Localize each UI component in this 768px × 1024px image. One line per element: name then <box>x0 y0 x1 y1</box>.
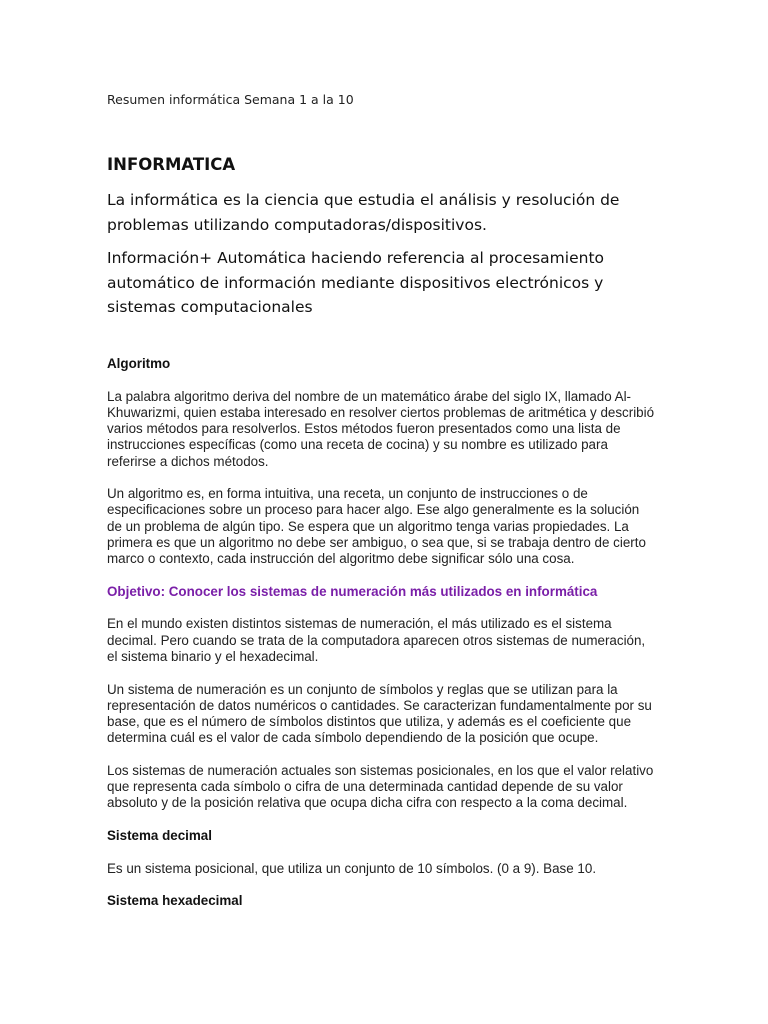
decimal-heading: Sistema decimal <box>107 827 212 843</box>
algoritmo-paragraph-2: Un algoritmo es, en forma intuitiva, una receta, un conjunto de instrucciones o de especificaciones sobre un proceso para hacer algo. Ese algo generalmente es la solución de un problema de algún tipo. Se espera que un algoritmo tenga varias propiedades. La primera es que un algoritmo no debe ser ambiguo, o sea que, si se trabaja dentro de cierto marco o contexto, cada instrucción del algoritmo debe significar sólo una cosa. <box>107 486 646 567</box>
numeracion-paragraph-3: Los sistemas de numeración actuales son sistemas posicionales, en los que el valor relativo que representa cada símbolo o cifra de una determinada cantidad depende de su valor absoluto y de la posición relativa que ocupa dicha cifra con respecto a la coma decimal. <box>107 762 654 811</box>
intro-paragraph-2: Información+ Automática haciendo referencia al procesamiento automático de información mediante dispositivos electrónicos y sistemas computacionales <box>107 249 605 316</box>
document-header: Resumen informática Semana 1 a la 10 <box>107 92 354 107</box>
numeracion-paragraph-1: En el mundo existen distintos sistemas de numeración, el más utilizado es el sistema decimal. Pero cuando se trata de la computadora aparecen otros sistemas de numeración, el sistema binario y el hexadecimal. <box>107 616 646 664</box>
document-body <box>107 356 655 926</box>
intro-paragraph-1: La informática es la ciencia que estudia el análisis y resolución de problemas utilizando computadoras/dispositivos. <box>107 191 620 234</box>
decimal-paragraph: Es un sistema posicional, que utiliza un conjunto de 10 símbolos. (0 a 9). Base 10. <box>107 860 597 876</box>
main-title: INFORMATICA <box>107 155 236 174</box>
numeracion-paragraph-2: Un sistema de numeración es un conjunto de símbolos y reglas que se utilizan para la representación de datos numéricos o cantidades. Se caracterizan fundamentalmente por su base, que es el número de símbolos distintos que utiliza, y además es el coeficiente que determina cuál es el valor de cada símbolo dependiendo de la posición que ocupe. <box>107 681 652 746</box>
objective-line: Objetivo: Conocer los sistemas de numeración más utilizados en informática <box>107 583 598 599</box>
algoritmo-heading: Algoritmo <box>107 356 171 371</box>
hexadecimal-heading: Sistema hexadecimal <box>107 893 243 909</box>
algoritmo-paragraph-1: La palabra algoritmo deriva del nombre de un matemático árabe del siglo IX, llamado Al-Khuwarizmi, quien estaba interesado en resolver ciertos problemas de aritmética y describió varios métodos para resolverlos. Estos métodos fueron presentados como una lista de instrucciones específicas (como una receta de cocina) y su nombre es utilizado para referirse a dichos métodos. <box>107 388 655 469</box>
